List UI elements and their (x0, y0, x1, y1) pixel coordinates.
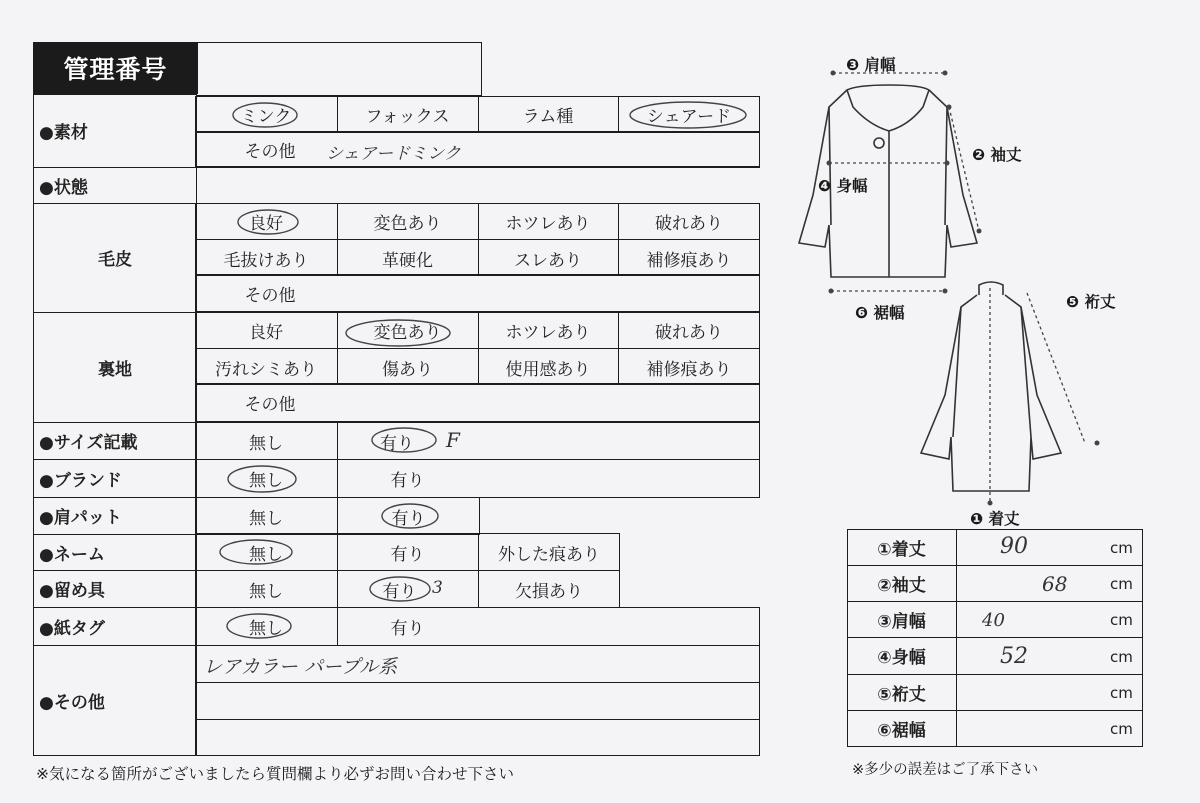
paper-tag-option-yes: 有り (390, 619, 425, 639)
label-material: ●素材 (39, 123, 88, 143)
footnote: ※気になる箇所がございましたら質問欄より必ずお問い合わせ下さい (36, 765, 514, 783)
fur-option-hardened: 革硬化 (382, 250, 433, 271)
measure-label-chest: ④身幅 (877, 648, 926, 668)
garment-diagram (785, 45, 1200, 525)
fur-option-fray: ホツレあり (505, 214, 591, 234)
brand-option-yes: 有り (390, 471, 425, 491)
material-other-label: その他 (244, 141, 296, 162)
fur-option-scuff: スレあり (514, 250, 582, 271)
material-option-fox: フォックス (365, 107, 450, 127)
measure-value-chest: 52 (1000, 644, 1028, 669)
fur-option-good: 良好 (249, 214, 283, 234)
material-option-mink: ミンク (240, 107, 292, 127)
lining-option-repair: 補修痕あり (646, 359, 732, 380)
unit-cm-2: cm (1110, 575, 1133, 593)
fastener-option-missing: 欠損あり (515, 581, 583, 602)
unit-cm-3: cm (1110, 611, 1133, 629)
lining-option-used: 使用感あり (505, 359, 591, 380)
lining-option-stain: 汚れシミあり (215, 359, 317, 380)
fur-option-shedding: 毛抜けあり (223, 250, 309, 271)
unit-cm-6: cm (1110, 720, 1133, 738)
measurement-note: ※多少の誤差はご了承下さい (852, 762, 1039, 778)
fastener-option-yes: 有り (382, 581, 417, 602)
shoulder-pad-option-none: 無し (249, 508, 283, 529)
fastener-option-none: 無し (249, 581, 283, 602)
unit-cm-1: cm (1110, 539, 1133, 557)
fur-option-tear: 破れあり (655, 214, 723, 234)
label-fur: 毛皮 (98, 250, 132, 270)
diagram-label-length: ❶ 着丈 (970, 510, 1020, 528)
material-other-handwritten: シェアードミンク (326, 144, 461, 164)
size-option-yes: 有り (380, 433, 414, 454)
measure-label-sleeve-length: ⑤裄丈 (877, 684, 926, 705)
lining-other-label: その他 (244, 395, 296, 415)
lining-option-fray: ホツレあり (505, 323, 591, 343)
lining-option-good: 良好 (249, 323, 283, 343)
label-brand: ●ブランド (39, 470, 122, 491)
measure-value-shoulder: 40 (982, 610, 1005, 631)
measure-label-hem: ⑥裾幅 (877, 721, 926, 741)
unit-cm-4: cm (1110, 648, 1133, 666)
measure-value-sleeve: 68 (1042, 572, 1068, 596)
label-size: ●サイズ記載 (39, 433, 138, 453)
fur-option-discolor: 変色あり (373, 214, 442, 234)
paper-tag-option-none: 無し (249, 619, 283, 639)
label-shoulder-pad: ●肩パット (39, 508, 122, 528)
name-option-none: 無し (249, 544, 283, 565)
size-handwritten: F (446, 428, 460, 452)
diagram-label-sleeve: ❷ 袖丈 (972, 146, 1022, 164)
label-fastener: ●留め具 (39, 581, 105, 601)
diagram-label-shoulder: ❸ 肩幅 (846, 56, 896, 74)
material-option-sheared: シェアード (646, 107, 732, 127)
fur-option-repair: 補修痕あり (646, 250, 732, 271)
page-title: 管理番号 (63, 55, 168, 84)
fur-other-label: その他 (244, 285, 296, 306)
brand-option-none: 無し (249, 471, 283, 491)
fastener-handwritten: 3 (432, 578, 443, 598)
shoulder-pad-option-yes: 有り (391, 508, 426, 529)
measure-label-sleeve: ②袖丈 (877, 575, 926, 596)
lining-option-discolor: 変色あり (373, 323, 442, 343)
label-lining: 裏地 (98, 359, 132, 380)
coat-front-collar (847, 85, 929, 131)
lining-option-tear: 破れあり (655, 323, 723, 343)
name-option-removed: 外した痕あり (498, 544, 600, 565)
other-notes-handwritten: レアカラー パープル系 (203, 656, 398, 678)
measure-label-length: ①着丈 (877, 539, 926, 560)
coat-back-outline (921, 295, 1061, 491)
unit-cm-5: cm (1110, 684, 1133, 702)
diagram-label-sleeve-length: ❺ 裄丈 (1066, 293, 1116, 311)
material-option-lamb: ラム種 (522, 107, 574, 127)
measure-label-shoulder: ③肩幅 (877, 611, 926, 632)
size-option-none: 無し (249, 433, 283, 454)
label-paper-tag: ●紙タグ (39, 618, 105, 639)
diagram-label-hem: ❻ 裾幅 (855, 304, 905, 322)
label-condition: ●状態 (39, 177, 88, 198)
diagram-label-chest: ❹ 身幅 (818, 177, 868, 195)
label-other: ●その他 (39, 693, 105, 713)
measure-value-length: 90 (1000, 534, 1028, 559)
title-box (33, 42, 198, 94)
lining-option-damage: 傷あり (382, 359, 433, 380)
name-option-yes: 有り (390, 544, 425, 565)
management-number-field (196, 42, 482, 96)
label-name: ●ネーム (39, 544, 105, 565)
